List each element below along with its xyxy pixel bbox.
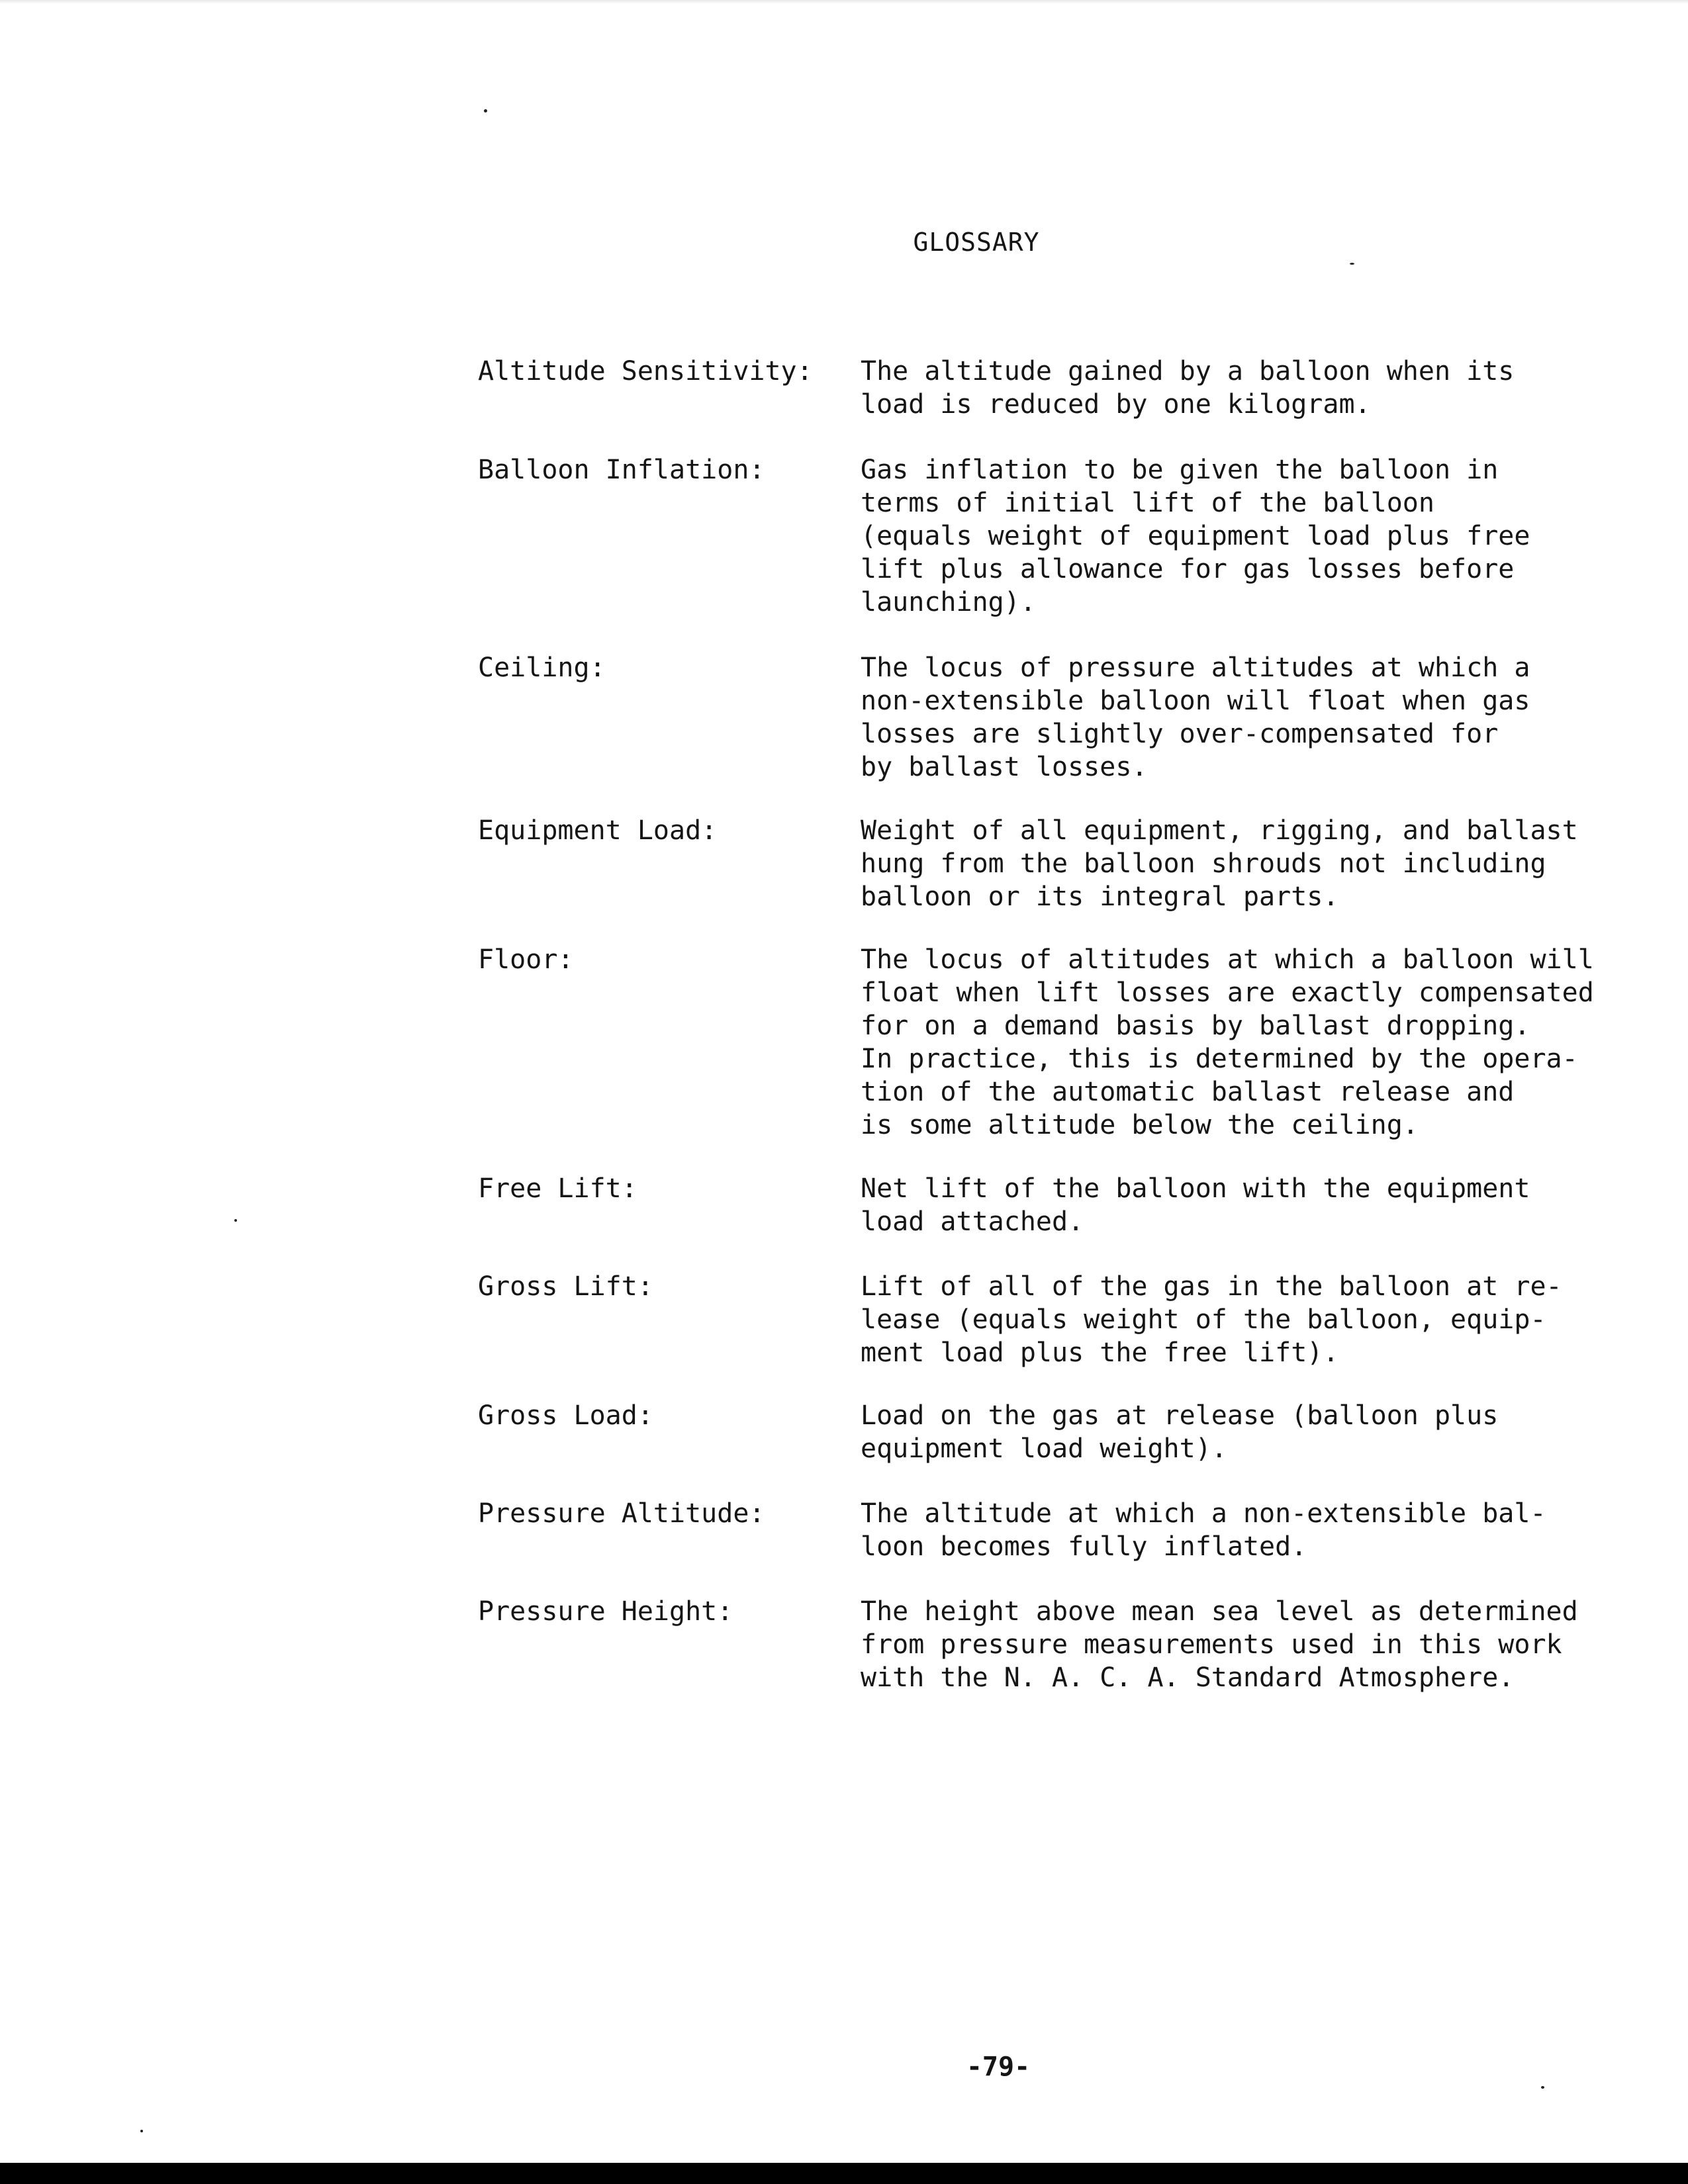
glossary-term: Ceiling: (478, 653, 606, 683)
scan-speck (234, 1219, 237, 1222)
glossary-entry (478, 943, 1630, 1172)
glossary-term: Gross Load: (478, 1400, 653, 1431)
glossary-entry (478, 651, 1630, 814)
glossary-term: Altitude Sensitivity: (478, 356, 813, 387)
scan-top-edge (0, 0, 1688, 4)
glossary-definition: The height above mean sea level as determined from pressure measurements used in this work with the N. A. C. A. Standard Atmosphere. (861, 1596, 1578, 1693)
glossary-entry (478, 1270, 1630, 1399)
scan-speck (140, 2130, 143, 2132)
glossary-definition: The altitude gained by a balloon when its load is reduced by one kilogram. (861, 356, 1515, 420)
glossary-entry (478, 453, 1630, 651)
glossary-entry (478, 355, 1630, 453)
glossary-definition: The locus of pressure altitudes at which a non-extensible balloon will float when gas losses are slightly over-compensated for by ballast losses. (861, 653, 1530, 782)
glossary-definition: Load on the gas at release (balloon plus equipment load weight). (861, 1400, 1499, 1464)
page-number: -79- (966, 2052, 1031, 2082)
glossary-definition: The altitude at which a non-extensible bal- loon becomes fully inflated. (861, 1498, 1546, 1562)
glossary-definition: The locus of altitudes at which a balloon will float when lift losses are exactly compensated for on a demand basis by ballast dropping. In practice, this is determined by the opera- tion of the automatic ballast release and is some altitude below the ceiling. (861, 944, 1594, 1140)
glossary-definition: Weight of all equipment, rigging, and ballast hung from the balloon shrouds not including balloon or its integral parts. (861, 815, 1578, 912)
glossary-term: Floor: (478, 944, 574, 975)
glossary-term: Pressure Height: (478, 1596, 733, 1627)
glossary-definition: Net lift of the balloon with the equipment load attached. (861, 1173, 1530, 1237)
glossary-definition: Lift of all of the gas in the balloon at re- lease (equals weight of the balloon, equip- ment load plus the free lift). (861, 1271, 1562, 1368)
glossary-term: Gross Lift: (478, 1271, 653, 1302)
glossary-entry (478, 814, 1630, 943)
glossary-entry (478, 1399, 1630, 1497)
glossary-entry (478, 1595, 1630, 1701)
glossary-term: Balloon Inflation: (478, 455, 765, 485)
glossary-term: Equipment Load: (478, 815, 718, 846)
glossary-entry (478, 1497, 1630, 1595)
scan-speck (1541, 2086, 1544, 2089)
glossary-term: Free Lift: (478, 1173, 637, 1204)
glossary-entry (478, 1172, 1630, 1270)
glossary-list (478, 355, 1630, 1701)
scan-speck (484, 109, 487, 113)
glossary-definition: Gas inflation to be given the balloon in terms of initial lift of the balloon (equals weight of equipment load plus free lift plus allowance for gas losses before launching). (861, 455, 1530, 617)
scan-speck (1350, 263, 1354, 265)
page-title: GLOSSARY (913, 228, 1040, 257)
scan-bottom-edge (0, 2163, 1688, 2184)
glossary-term: Pressure Altitude: (478, 1498, 765, 1529)
